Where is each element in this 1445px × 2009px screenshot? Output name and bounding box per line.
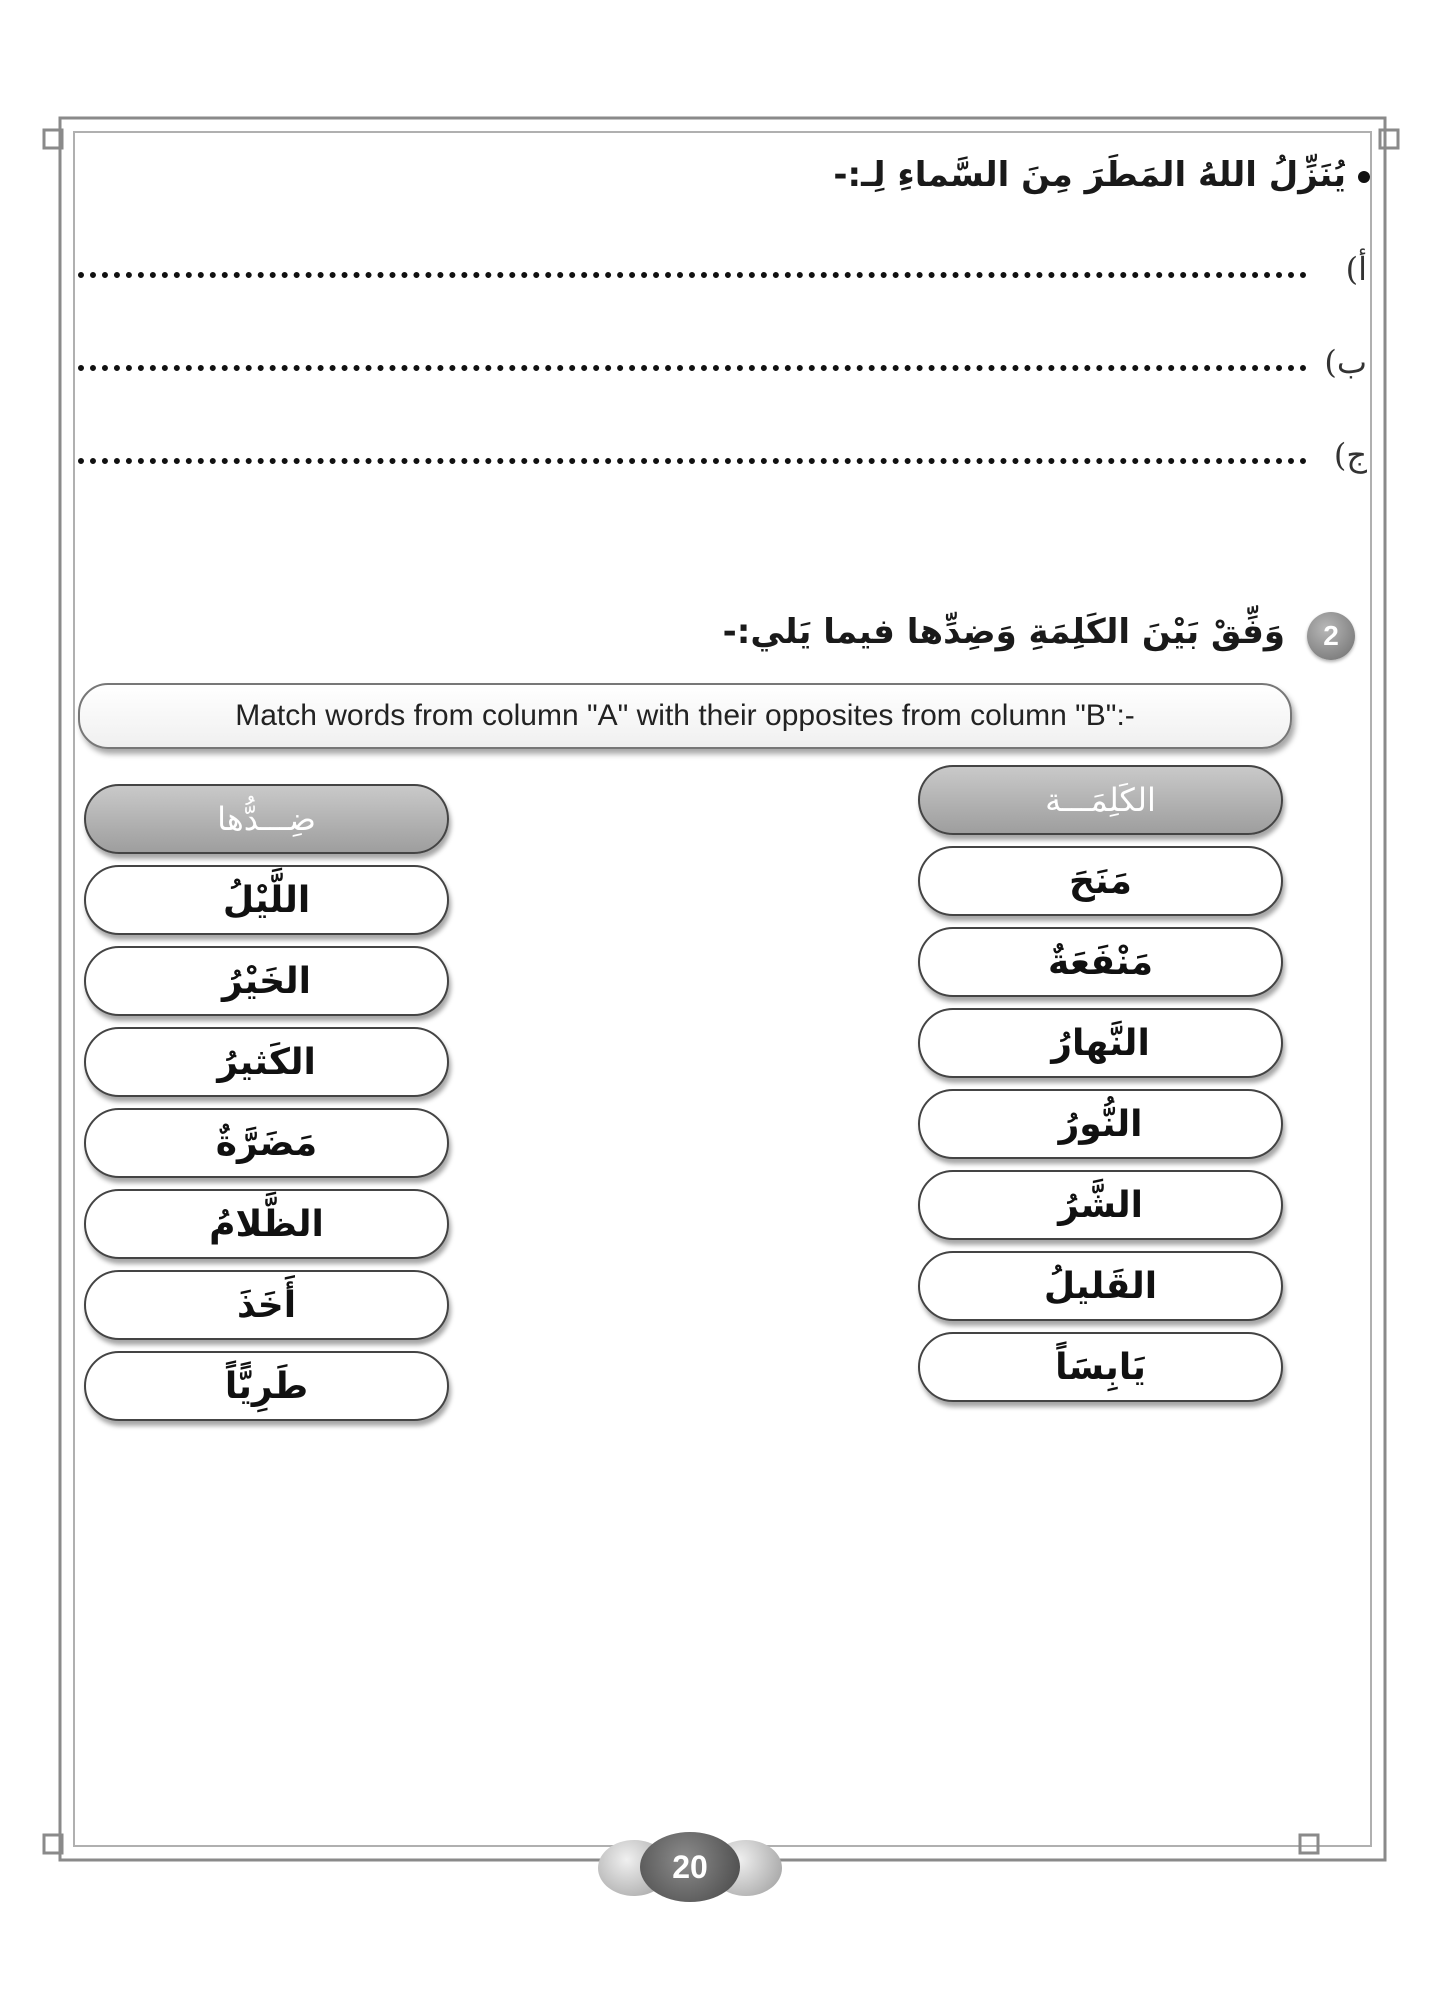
column-b-word[interactable]: الكَثيرُ — [84, 1027, 449, 1097]
answer-label: ج) — [1333, 436, 1367, 474]
instruction-box — [78, 683, 1292, 749]
page-number: 20 — [640, 1832, 740, 1902]
column-a-word[interactable]: مَنْفَعَةٌ — [918, 927, 1283, 997]
column-a-header: الكَلِمَـــة — [918, 765, 1283, 835]
column-a-word[interactable]: النَّهارُ — [918, 1008, 1283, 1078]
answer-line-a[interactable] — [78, 250, 1367, 290]
column-a-word[interactable]: القَليلُ — [918, 1251, 1283, 1321]
answer-line-c[interactable] — [78, 436, 1367, 476]
instruction-text: Match words from column "A" with their opposites from column "B":- — [235, 699, 1135, 732]
question-number-badge: 2 — [1307, 612, 1355, 660]
dotted-line — [78, 365, 1307, 371]
column-b-word[interactable]: الخَيْرُ — [84, 946, 449, 1016]
question1-prompt: يُنَزِّلُ اللهُ المَطَرَ مِنَ السَّماءِ لِـ:- — [833, 155, 1370, 195]
answer-label: أ) — [1345, 250, 1367, 288]
column-b — [84, 784, 449, 1432]
dotted-line — [78, 272, 1307, 278]
column-b-word[interactable]: اللَّيْلُ — [84, 865, 449, 935]
column-b-word[interactable]: مَضَرَّةٌ — [84, 1108, 449, 1178]
question2-title: وَفِّقْ بَيْنَ الكَلِمَةِ وَضِدِّها فيما يَلي:- — [722, 612, 1285, 652]
answer-line-b[interactable] — [78, 343, 1367, 383]
column-a-word[interactable]: الشَّرُ — [918, 1170, 1283, 1240]
column-a-word[interactable]: يَابِسَاً — [918, 1332, 1283, 1402]
column-a — [918, 765, 1283, 1413]
column-b-word[interactable]: الظَّلامُ — [84, 1189, 449, 1259]
bullet-icon — [1358, 171, 1370, 183]
column-b-header: ضِـــدُّها — [84, 784, 449, 854]
dotted-line — [78, 458, 1307, 464]
answer-label: ب) — [1324, 343, 1367, 381]
column-b-word[interactable]: طَرِيًّاً — [84, 1351, 449, 1421]
column-b-word[interactable]: أَخَذَ — [84, 1270, 449, 1340]
column-a-word[interactable]: النُّورُ — [918, 1089, 1283, 1159]
column-a-word[interactable]: مَنَحَ — [918, 846, 1283, 916]
